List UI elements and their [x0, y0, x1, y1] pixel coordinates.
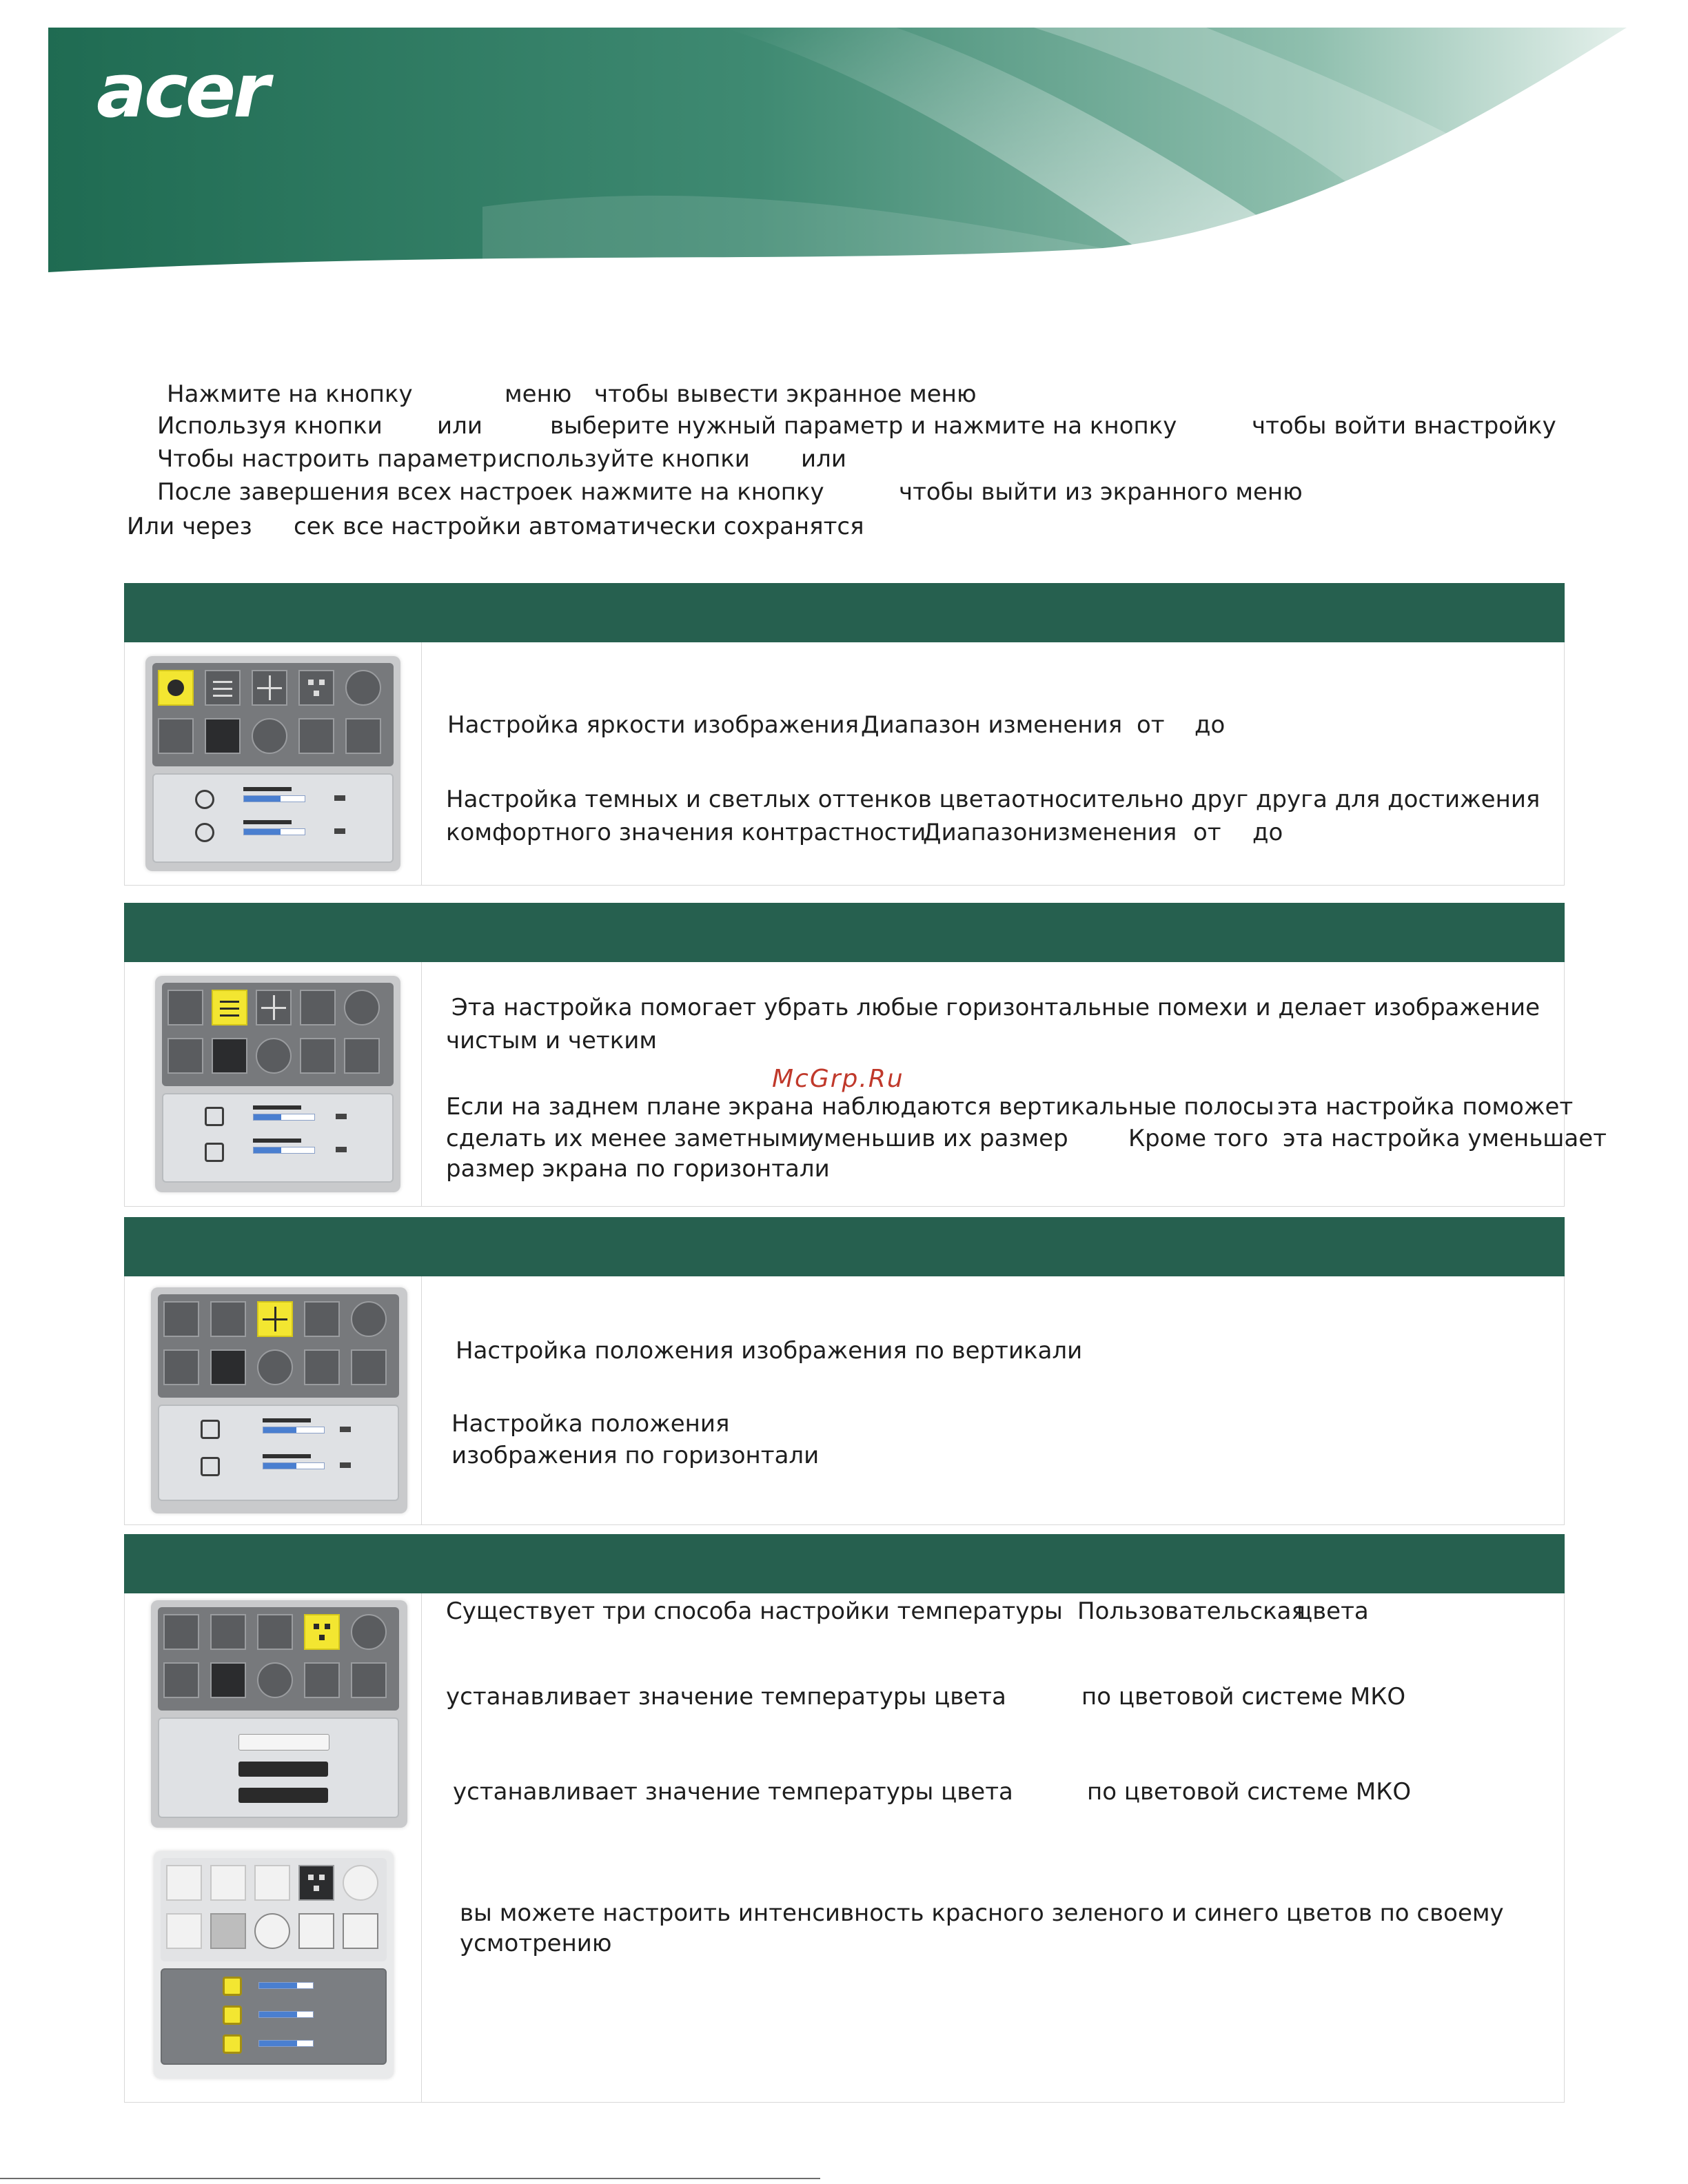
lines-icon — [210, 1301, 246, 1337]
rgb-desc-line1: вы можете настроить интенсивность красного зеленого и синего цветов по своему — [460, 1899, 1504, 1927]
intro-line5-a: Или через — [127, 513, 252, 540]
brightness-desc-a: Настройка яркости изображения — [447, 711, 860, 739]
position-icon — [254, 1865, 290, 1901]
position-icon — [257, 1301, 293, 1337]
exit-icon — [345, 718, 381, 754]
intro-line3-b: используйте кнопки — [498, 445, 750, 473]
clock-desc-line2-b: уменьшив их размер — [810, 1125, 1068, 1152]
section-body — [124, 1276, 1565, 1525]
hand-icon — [210, 1349, 246, 1385]
rgb-desc-line2: усмотрению — [460, 1930, 612, 1957]
clock-desc-line2-c: Кроме того — [1128, 1125, 1269, 1152]
lines-icon — [210, 1865, 246, 1901]
intro-instructions — [0, 0, 1688, 551]
temp-desc-a: Существует три способа настройки температуры — [446, 1598, 1063, 1625]
info-icon — [256, 1038, 292, 1074]
intro-line2-b: или — [437, 412, 482, 440]
brightness-desc-b: Диапазон изменения — [861, 711, 1123, 739]
section-color-temperature — [124, 1534, 1565, 2102]
contrast-desc-line2-c: от — [1193, 819, 1221, 846]
position-icon — [252, 670, 287, 706]
focus-desc-line2: чистым и четким — [446, 1027, 657, 1054]
color-icon — [298, 670, 334, 706]
osd-icon — [163, 1349, 199, 1385]
section-header — [124, 1534, 1565, 1593]
reset-icon — [304, 1662, 340, 1698]
color-icon — [304, 1301, 340, 1337]
osd-menu-image — [151, 1600, 407, 1828]
hand-icon — [212, 1038, 247, 1074]
contrast-icon — [195, 790, 214, 809]
red-icon — [223, 1977, 242, 1996]
warm-desc-b: по цветовой системе МКО — [1081, 1683, 1406, 1711]
osd-icon — [166, 1913, 202, 1949]
h-position-desc-line2: изображения по горизонтали — [451, 1442, 820, 1469]
sun-icon — [166, 1865, 202, 1901]
section-brightness-contrast — [124, 583, 1565, 885]
color-icon — [304, 1614, 340, 1650]
h-position-desc-line1: Настройка положения — [451, 1410, 730, 1438]
focus-icon — [205, 1107, 224, 1126]
sun-icon — [158, 670, 194, 706]
info-icon — [257, 1662, 293, 1698]
reset-icon — [300, 1038, 336, 1074]
globe-icon — [351, 1301, 387, 1337]
cool-desc-b: по цветовой системе МКО — [1087, 1778, 1412, 1806]
color-icon — [298, 1865, 334, 1901]
brightness-desc-c: от — [1137, 711, 1165, 739]
exit-icon — [344, 1038, 380, 1074]
osd-icon — [167, 1038, 203, 1074]
intro-line3-c: или — [801, 445, 846, 473]
green-icon — [223, 2006, 242, 2025]
section-body — [124, 1593, 1565, 2103]
blue-icon — [223, 2034, 242, 2054]
position-icon — [256, 990, 292, 1025]
exit-icon — [343, 1913, 378, 1949]
section-focus-clock — [124, 903, 1607, 1206]
intro-line3-a: Чтобы настроить параметр — [157, 445, 497, 473]
focus-desc-line1: Эта настройка помогает убрать любые горизонтальные помехи и делает изображение — [451, 994, 1540, 1021]
info-icon — [254, 1913, 290, 1949]
info-icon — [252, 718, 287, 754]
exit-icon — [351, 1349, 387, 1385]
intro-line5-b: сек все настройки автоматически сохранятся — [294, 513, 864, 540]
contrast-desc-line2-a: комфортного значения контрастности — [446, 819, 926, 846]
contrast-desc-line2-b: Диапазонизменения — [923, 819, 1177, 846]
section-header — [124, 583, 1565, 642]
warm-desc-a: устанавливает значение температуры цвета — [446, 1683, 1006, 1711]
color-icon — [300, 990, 336, 1025]
globe-icon — [344, 990, 380, 1025]
column-divider — [421, 1276, 422, 1524]
v-position-desc: Настройка положения изображения по вертикали — [456, 1337, 1083, 1365]
reset-icon — [304, 1349, 340, 1385]
lines-icon — [210, 1614, 246, 1650]
intro-line4-b: чтобы выйти из экранного меню — [899, 478, 1303, 506]
clock-desc-line2-d: эта настройка уменьшает — [1283, 1125, 1607, 1152]
section-header — [124, 903, 1565, 962]
acer-logo: acer — [96, 48, 267, 134]
hand-icon — [210, 1913, 246, 1949]
section-body — [124, 642, 1565, 886]
intro-line2-a: Используя кнопки — [157, 412, 383, 440]
brightness-desc-d: до — [1194, 711, 1226, 739]
intro-line1-b: меню — [505, 380, 572, 408]
osd-rgb-image — [154, 1851, 394, 2079]
v-position-icon — [201, 1457, 220, 1476]
info-icon — [257, 1349, 293, 1385]
globe-icon — [343, 1865, 378, 1901]
contrast-desc-line2-d: до — [1252, 819, 1283, 846]
osd-menu-image — [151, 1287, 407, 1513]
column-divider — [421, 642, 422, 885]
globe-icon — [351, 1614, 387, 1650]
osd-menu-image — [155, 976, 400, 1192]
clock-desc-line1-b: эта настройка поможет — [1277, 1093, 1574, 1121]
brightness-icon — [195, 823, 214, 842]
column-divider — [421, 1593, 422, 2102]
lines-icon — [212, 990, 247, 1025]
intro-line1-a: Нажмите на кнопку — [167, 380, 413, 408]
section-header — [124, 1217, 1565, 1276]
intro-line1-c: чтобы вывести экранное меню — [594, 380, 977, 408]
reset-icon — [298, 718, 334, 754]
globe-icon — [345, 670, 381, 706]
lines-icon — [205, 670, 241, 706]
clock-desc-line3: размер экрана по горизонтали — [446, 1155, 830, 1183]
watermark: McGrp.Ru — [772, 1065, 904, 1093]
sun-icon — [163, 1301, 199, 1337]
clock-desc-line2-a: сделать их менее заметными — [446, 1125, 813, 1152]
intro-line2-c: выберите нужный параметр и нажмите на кнопку — [550, 412, 1177, 440]
clock-desc-line1-a: Если на заднем плане экрана наблюдаются вертикальные полосы — [446, 1093, 1274, 1121]
contrast-desc-line1: Настройка темных и светлых оттенков цветаотносительно друг друга для достижения — [446, 786, 1540, 813]
footer-rule — [0, 2178, 820, 2179]
sun-icon — [163, 1614, 199, 1650]
temp-desc-b: Пользовательская — [1077, 1598, 1305, 1625]
hand-icon — [210, 1662, 246, 1698]
osd-icon — [158, 718, 194, 754]
osd-menu-image — [145, 656, 400, 871]
sun-icon — [167, 990, 203, 1025]
h-position-icon — [201, 1420, 220, 1439]
temp-option-user — [238, 1734, 329, 1751]
intro-line4-a: После завершения всех настроек нажмите на кнопку — [157, 478, 824, 506]
position-icon — [257, 1614, 293, 1650]
temp-desc-c: цвета — [1296, 1598, 1369, 1625]
section-position — [124, 1217, 1565, 1524]
temp-option-warm — [238, 1762, 328, 1777]
clock-icon — [205, 1143, 224, 1162]
hand-icon — [205, 718, 241, 754]
column-divider — [421, 962, 422, 1206]
exit-icon — [351, 1662, 387, 1698]
temp-option-cool — [238, 1788, 328, 1803]
osd-icon — [163, 1662, 199, 1698]
cool-desc-a: устанавливает значение температуры цвета — [453, 1778, 1013, 1806]
reset-icon — [298, 1913, 334, 1949]
intro-line2-d: чтобы войти внастройку — [1252, 412, 1556, 440]
